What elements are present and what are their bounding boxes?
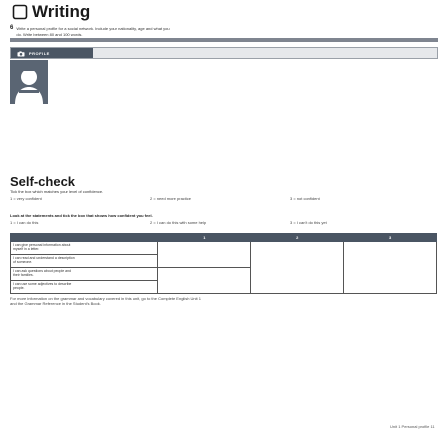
statement-cell (11, 268, 158, 281)
square-icon (10, 2, 30, 22)
key-item: 2 = need more practice (150, 196, 192, 201)
selfcheck-intro: Tick the box which matches your level of confidence. (10, 189, 104, 194)
tick-box[interactable] (344, 242, 437, 294)
exercise-number: 6 (10, 25, 14, 31)
profile-photo (10, 60, 48, 104)
tick-box[interactable] (158, 242, 251, 268)
statement-line: myself in a letter. (13, 247, 40, 251)
profile-bar-fill (93, 48, 437, 58)
statement-line: I can use some adjectives to describe (13, 282, 72, 286)
key-item: 2 = I can do this with some help (150, 220, 207, 225)
column-header: 3 (344, 234, 437, 242)
person-silhouette-icon (10, 91, 48, 108)
statement-cell (11, 281, 158, 294)
column-header: 2 (251, 234, 344, 242)
tick-box[interactable] (251, 242, 344, 294)
instruction-line: do. Write between 80 and 100 words. (16, 32, 83, 37)
statement-line: I can read and understand a description (13, 256, 75, 260)
page-title: Writing (32, 2, 91, 21)
statement-line: of someone. (13, 260, 33, 264)
statement-cell (11, 242, 158, 255)
section-heading (10, 2, 90, 22)
page-footer: Unit 1 Personal profile 11 (390, 424, 435, 429)
profile-tab-label: PROFILE (29, 50, 50, 56)
statement-column-header (11, 234, 158, 242)
instruction-line: Write a personal profile for a social network. Include your nationality, age and what you (16, 26, 170, 31)
statement-line: I can give personal information about (13, 243, 71, 247)
table-row (11, 242, 437, 255)
note-line: and the Grammar Reference in the Student's Book. (10, 301, 101, 306)
column-header: 1 (158, 234, 251, 242)
statement-line: people. (13, 286, 25, 290)
divider-bar (10, 38, 438, 42)
selfcheck-table (10, 233, 437, 294)
statements-instruction: Look at the statements and tick the box that shows how confident you feel. (10, 213, 153, 218)
statements-key (10, 220, 448, 225)
statement-line: I can ask questions about people and (13, 269, 71, 273)
table-header-row (11, 234, 437, 242)
key-item: 3 = not confident (290, 196, 320, 201)
note-line: For more information on the grammar and vocabulary covered in this unit, go to the Complete English Unit 1 (10, 296, 201, 301)
selfcheck-title: Self-check (10, 174, 76, 189)
key-item: 3 = I can't do this yet (290, 220, 327, 225)
key-item: 1 = very confident (10, 196, 42, 201)
reference-note (10, 296, 440, 306)
statement-cell (11, 255, 158, 268)
key-item: 1 = I can do this (10, 220, 39, 225)
confidence-key (10, 196, 448, 201)
statement-line: their families. (13, 273, 34, 277)
exercise-instruction (10, 26, 390, 37)
tick-box[interactable] (158, 268, 251, 294)
profile-tab (11, 48, 93, 58)
